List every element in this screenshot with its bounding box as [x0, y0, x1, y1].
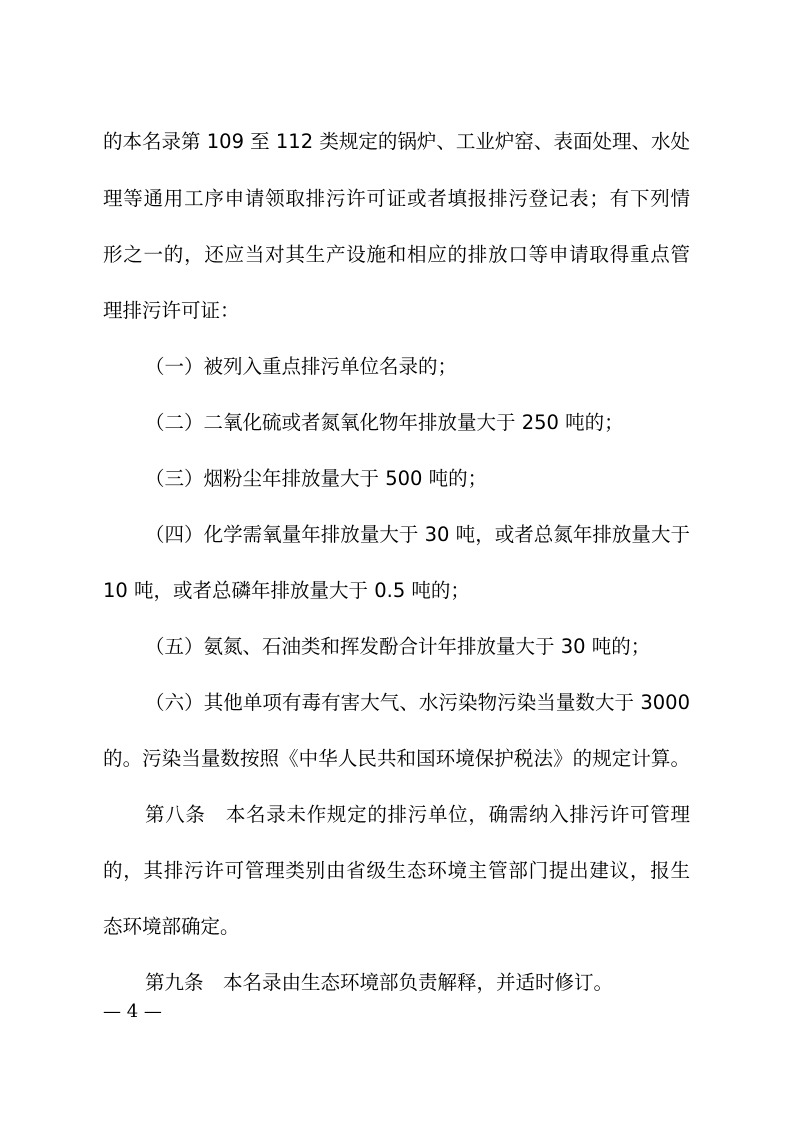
list-item-6-continued: 的。污染当量数按照《中华人民共和国环境保护税法》的规定计算。: [103, 747, 690, 770]
text-line-2: 理等通用工序申请领取排污许可证或者填报排污登记表；有下列情: [103, 187, 690, 210]
list-item-3: （三）烟粉尘年排放量大于 500 吨的；: [145, 467, 488, 490]
article-8: 第八条 本名录未作规定的排污单位，确需纳入排污许可管理: [145, 803, 690, 826]
list-item-2: （二）二氧化硫或者氮氧化物年排放量大于 250 吨的；: [145, 411, 624, 434]
page-number: — 4 —: [103, 1001, 162, 1022]
article-9: 第九条 本名录由生态环境部负责解释，并适时修订。: [145, 971, 614, 994]
text-line-3: 形之一的，还应当对其生产设施和相应的排放口等申请取得重点管: [103, 243, 690, 266]
article-8-continued: 的，其排污许可管理类别由省级生态环境主管部门提出建议，报生: [103, 859, 690, 882]
list-item-6: （六）其他单项有毒有害大气、水污染物污染当量数大于 3000: [145, 691, 690, 714]
list-item-1: （一）被列入重点排污单位名录的；: [145, 355, 458, 378]
article-8-end: 态环境部确定。: [103, 915, 240, 938]
list-item-4: （四）化学需氧量年排放量大于 30 吨，或者总氮年排放量大于: [145, 523, 690, 546]
text-line-1: 的本名录第 109 至 112 类规定的锅炉、工业炉窑、表面处理、水处: [103, 130, 690, 153]
list-item-4-continued: 10 吨，或者总磷年排放量大于 0.5 吨的；: [103, 579, 470, 602]
list-item-5: （五）氨氮、石油类和挥发酚合计年排放量大于 30 吨的；: [145, 635, 651, 658]
text-line-4: 理排污许可证：: [103, 299, 240, 322]
